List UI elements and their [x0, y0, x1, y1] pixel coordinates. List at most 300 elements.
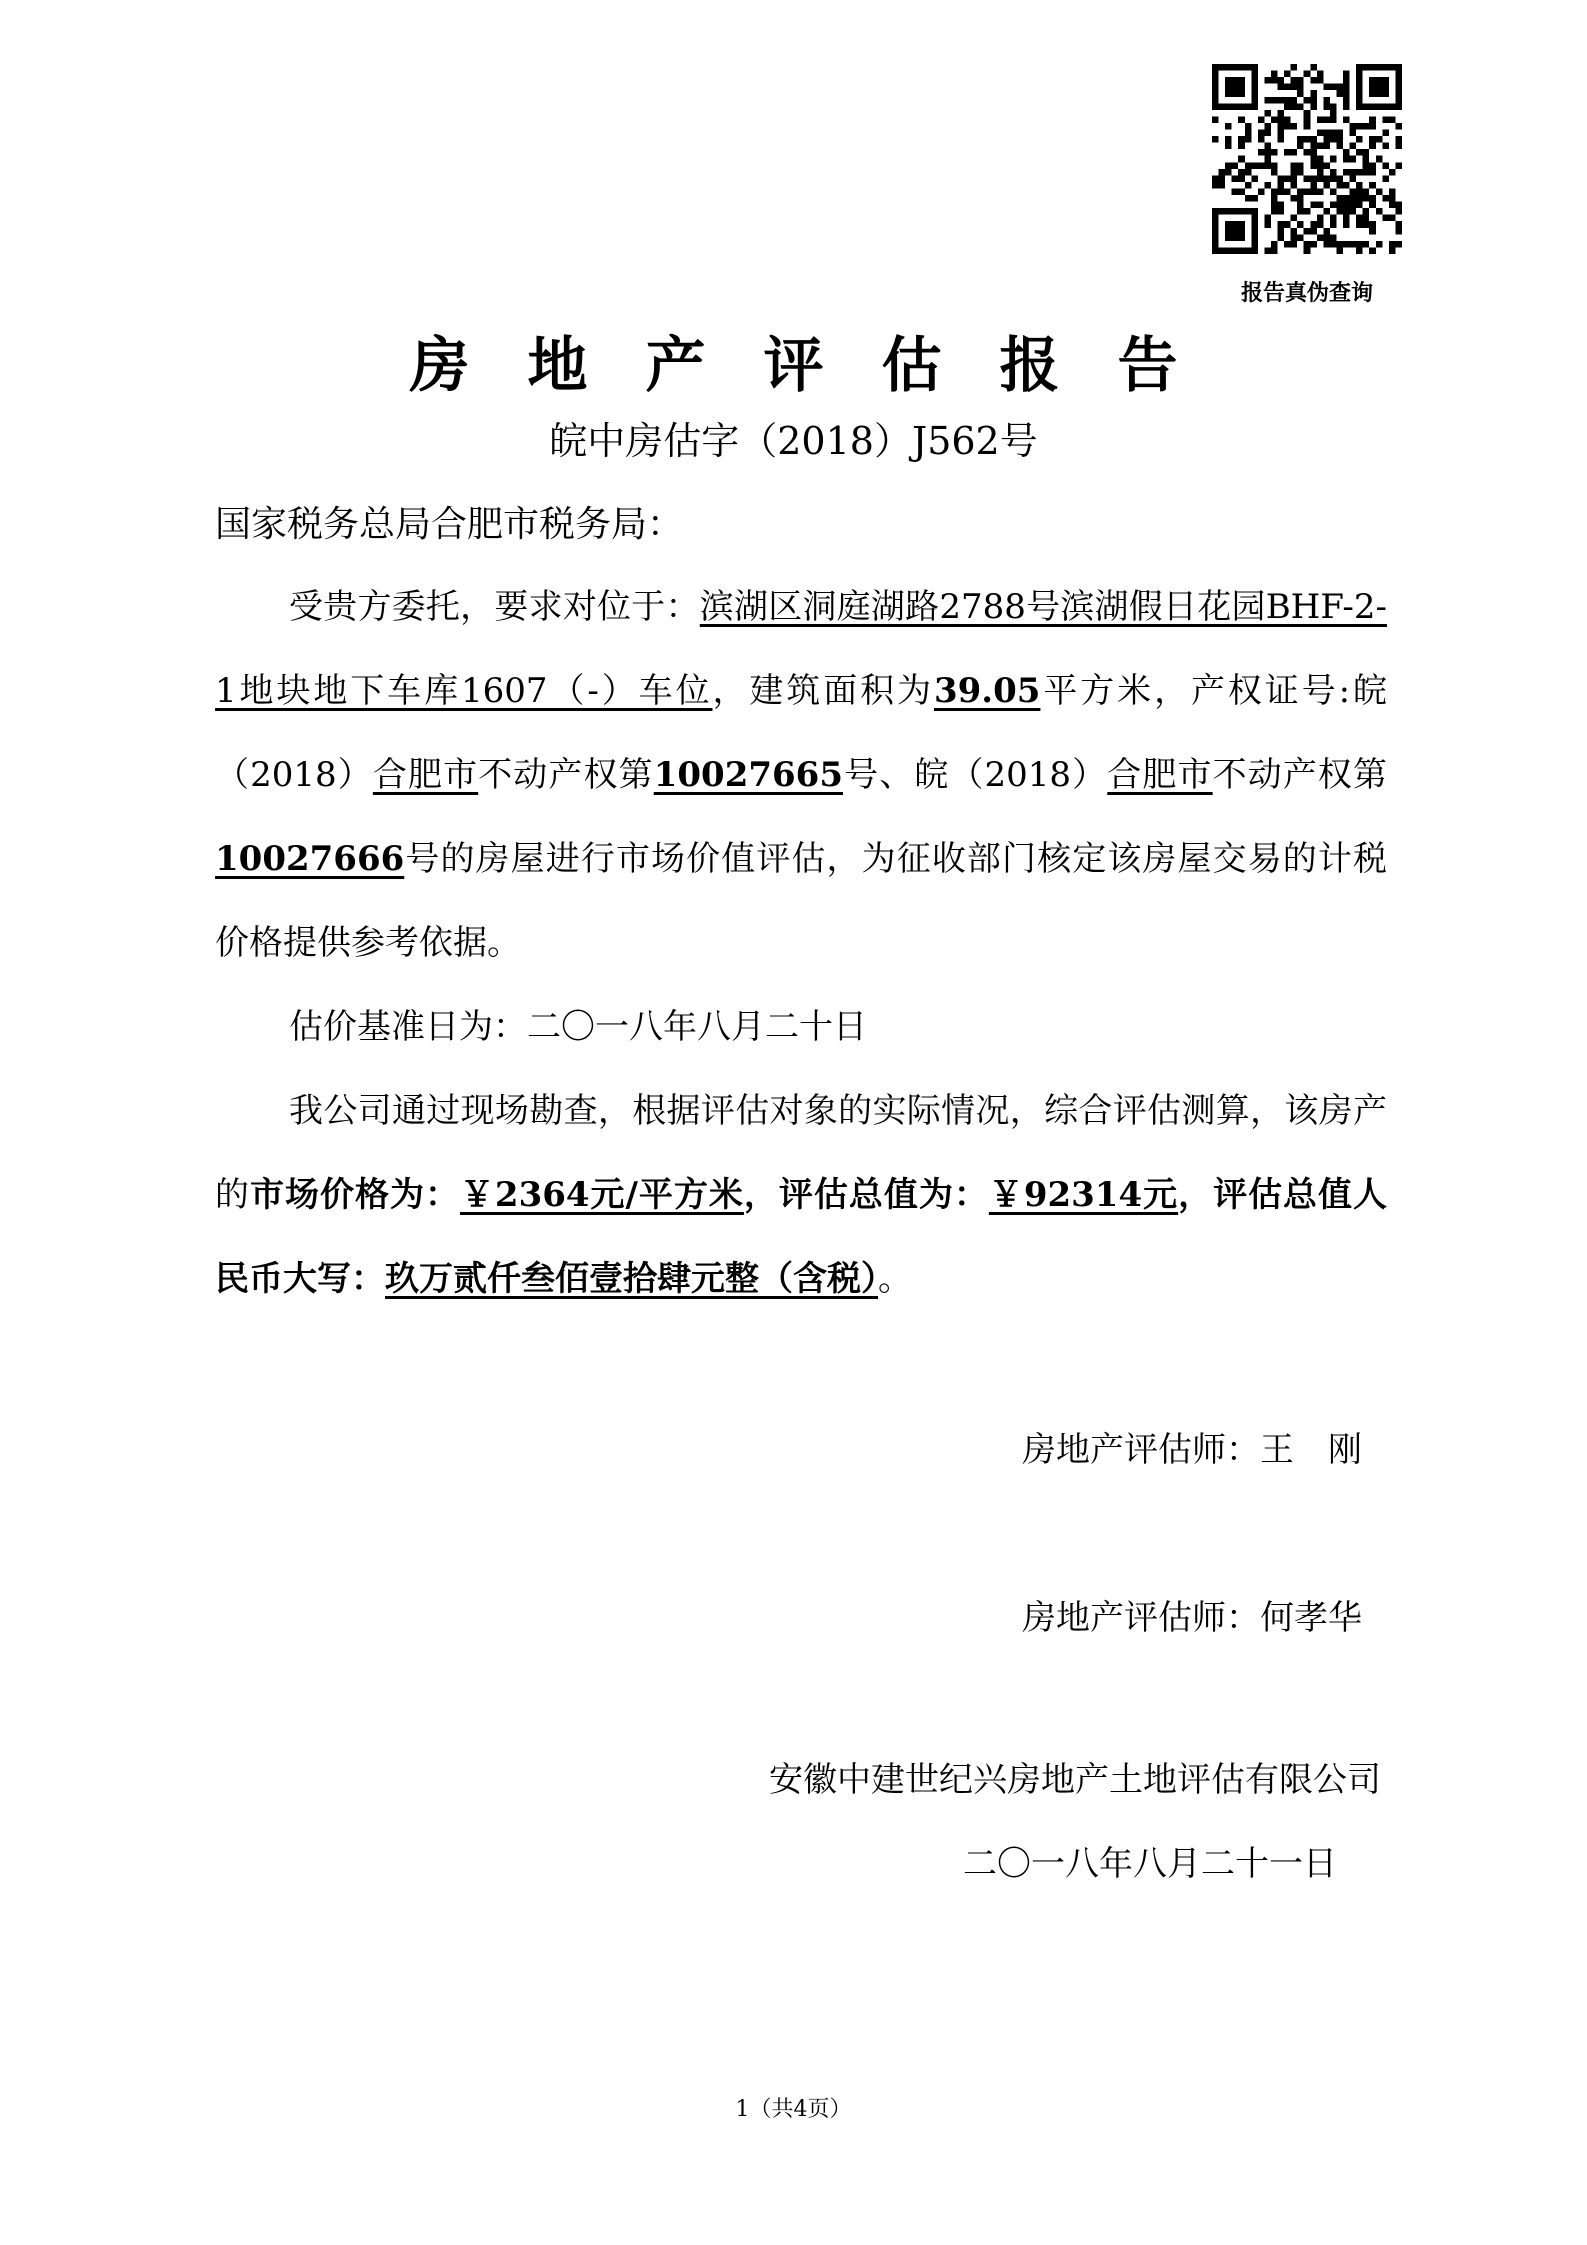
qr-module — [1317, 175, 1324, 182]
qr-module — [1258, 149, 1265, 156]
qr-module — [1245, 162, 1252, 169]
qr-module — [1238, 247, 1245, 254]
qr-module — [1264, 149, 1271, 156]
p3-end: 。 — [878, 1259, 912, 1299]
qr-module — [1297, 136, 1304, 143]
qr-module — [1232, 221, 1239, 228]
qr-module — [1271, 169, 1278, 176]
qr-module — [1238, 175, 1245, 182]
qr-module — [1245, 136, 1252, 143]
qr-module — [1369, 195, 1376, 202]
qr-module — [1343, 221, 1350, 228]
p1-cert-prefix-1: 不动产权第 — [478, 755, 654, 795]
p1-area-suffix: 平方米，产权证号:皖（2018） — [215, 671, 1387, 795]
qr-module — [1330, 241, 1337, 248]
qr-module — [1336, 175, 1343, 182]
qr-module — [1395, 123, 1402, 130]
qr-module — [1389, 188, 1396, 195]
qr-module — [1278, 116, 1285, 123]
qr-module — [1232, 84, 1239, 91]
qr-module — [1271, 247, 1278, 254]
qr-module — [1212, 221, 1219, 228]
city-1: 合肥市 — [372, 755, 479, 795]
qr-module — [1330, 221, 1337, 228]
qr-module — [1225, 77, 1232, 84]
city-2: 合肥市 — [1107, 755, 1213, 795]
qr-module — [1271, 195, 1278, 202]
qr-module — [1356, 77, 1363, 84]
qr-module — [1284, 71, 1291, 78]
qr-module — [1336, 195, 1343, 202]
qr-module — [1376, 208, 1383, 215]
qr-module — [1271, 188, 1278, 195]
qr-module — [1395, 208, 1402, 215]
qr-module — [1297, 234, 1304, 241]
qr-module — [1376, 136, 1383, 143]
qr-module — [1238, 84, 1245, 91]
qr-module — [1291, 162, 1298, 169]
qr-module — [1369, 202, 1376, 209]
qr-module — [1395, 162, 1402, 169]
qr-module — [1278, 182, 1285, 189]
qr-module — [1323, 103, 1330, 110]
qr-module — [1232, 77, 1239, 84]
qr-module — [1369, 169, 1376, 176]
qr-module — [1369, 228, 1376, 235]
qr-module — [1212, 234, 1219, 241]
qr-module — [1297, 202, 1304, 209]
qr-module — [1297, 169, 1304, 176]
qr-module — [1330, 130, 1337, 137]
qr-module — [1264, 247, 1271, 254]
qr-module — [1323, 241, 1330, 248]
qr-module — [1336, 136, 1343, 143]
qr-module — [1317, 162, 1324, 169]
qr-module — [1258, 162, 1265, 169]
qr-module — [1310, 64, 1317, 71]
qr-module — [1238, 208, 1245, 215]
qr-module — [1395, 241, 1402, 248]
qr-module — [1304, 188, 1311, 195]
market-price-label: 市场价格为： — [250, 1175, 460, 1215]
qr-module — [1336, 202, 1343, 209]
qr-module — [1389, 64, 1396, 71]
property-address: 滨湖区洞庭湖路2788号滨湖假日花园BHF-2-1地块地下车库1607（-）车位 — [215, 587, 1388, 711]
qr-module — [1343, 149, 1350, 156]
qr-module — [1251, 234, 1258, 241]
qr-module — [1356, 103, 1363, 110]
qr-module — [1264, 123, 1271, 130]
p3-prefix: 我公司通过现场勘查，根据评估对象的实际情况，综合评估测算，该房产的 — [215, 1091, 1387, 1215]
qr-module — [1297, 103, 1304, 110]
qr-module — [1291, 77, 1298, 84]
qr-module — [1310, 221, 1317, 228]
qr-module — [1363, 162, 1370, 169]
qr-module — [1330, 175, 1337, 182]
qr-module — [1232, 103, 1239, 110]
qr-module — [1395, 77, 1402, 84]
qr-module — [1376, 84, 1383, 91]
qr-module — [1225, 84, 1232, 91]
qr-module — [1232, 228, 1239, 235]
qr-module — [1304, 97, 1311, 104]
qr-module — [1264, 143, 1271, 150]
qr-module — [1271, 77, 1278, 84]
qr-module — [1310, 182, 1317, 189]
qr-module — [1219, 169, 1226, 176]
qr-module — [1284, 84, 1291, 91]
qr-module — [1297, 195, 1304, 202]
qr-module — [1389, 116, 1396, 123]
qr-module — [1310, 228, 1317, 235]
p1-suffix: 号的房屋进行市场价值评估，为征收部门核定该房屋交易的计税价格提供参考依据。 — [215, 839, 1387, 963]
qr-module — [1271, 202, 1278, 209]
qr-module — [1323, 116, 1330, 123]
qr-module — [1356, 123, 1363, 130]
qr-module — [1251, 215, 1258, 222]
qr-module — [1317, 215, 1324, 222]
qr-module — [1284, 123, 1291, 130]
qr-module — [1343, 156, 1350, 163]
qr-module — [1297, 162, 1304, 169]
qr-module — [1278, 84, 1285, 91]
qr-module — [1323, 136, 1330, 143]
qr-module — [1310, 136, 1317, 143]
qr-module — [1225, 234, 1232, 241]
qr-module — [1330, 234, 1337, 241]
qr-module — [1232, 208, 1239, 215]
qr-module — [1291, 182, 1298, 189]
qr-module — [1304, 71, 1311, 78]
qr-module — [1291, 234, 1298, 241]
total-words-label: ，评估总值人民币大写： — [215, 1175, 1388, 1299]
qr-module — [1382, 215, 1389, 222]
qr-module — [1258, 116, 1265, 123]
qr-module — [1291, 175, 1298, 182]
appraiser-2: 房地产评估师：何孝华 — [1022, 1598, 1362, 1638]
qr-module — [1304, 175, 1311, 182]
qr-module — [1317, 156, 1324, 163]
qr-module — [1212, 208, 1219, 215]
qr-module — [1251, 103, 1258, 110]
qr-module — [1356, 169, 1363, 176]
qr-module — [1323, 130, 1330, 137]
qr-module — [1245, 103, 1252, 110]
qr-module — [1284, 103, 1291, 110]
total-value-words: 玖万贰仟叁佰壹拾肆元整（含税） — [385, 1259, 878, 1299]
qr-module — [1278, 188, 1285, 195]
qr-module — [1245, 182, 1252, 189]
qr-module — [1323, 143, 1330, 150]
qr-module — [1278, 221, 1285, 228]
qr-module — [1291, 103, 1298, 110]
qr-module — [1317, 234, 1324, 241]
qr-module — [1232, 234, 1239, 241]
qr-module — [1376, 156, 1383, 163]
qr-module — [1336, 84, 1343, 91]
qr-module — [1291, 64, 1298, 71]
qr-module — [1369, 123, 1376, 130]
qr-module — [1297, 84, 1304, 91]
qr-module — [1395, 64, 1402, 71]
qr-module — [1343, 215, 1350, 222]
qr-module — [1363, 195, 1370, 202]
qr-module — [1330, 84, 1337, 91]
page-number: 1（共4页） — [735, 2097, 852, 2122]
qr-module — [1350, 143, 1357, 150]
qr-module — [1238, 188, 1245, 195]
qr-module — [1297, 208, 1304, 215]
qr-module — [1343, 77, 1350, 84]
qr-module — [1376, 90, 1383, 97]
qr-module — [1317, 143, 1324, 150]
qr-caption: 报告真伪查询 — [1240, 280, 1373, 306]
qr-module — [1251, 175, 1258, 182]
qr-module — [1278, 97, 1285, 104]
qr-module — [1212, 116, 1219, 123]
qr-module — [1304, 110, 1311, 117]
paragraph-entrustment — [215, 565, 1387, 985]
qr-module — [1212, 103, 1219, 110]
qr-module — [1212, 64, 1219, 71]
qr-module — [1356, 97, 1363, 104]
qr-module — [1271, 116, 1278, 123]
qr-module — [1264, 156, 1271, 163]
qr-module — [1395, 71, 1402, 78]
qr-module — [1251, 97, 1258, 104]
qr-module — [1363, 64, 1370, 71]
qr-module — [1310, 149, 1317, 156]
qr-module — [1395, 143, 1402, 150]
qr-module — [1232, 162, 1239, 169]
qr-module — [1310, 103, 1317, 110]
qr-module — [1278, 175, 1285, 182]
qr-module — [1363, 215, 1370, 222]
qr-module — [1323, 234, 1330, 241]
qr-module — [1278, 228, 1285, 235]
qr-module — [1212, 90, 1219, 97]
qr-module — [1330, 215, 1337, 222]
qr-module — [1369, 143, 1376, 150]
qr-module — [1356, 221, 1363, 228]
qr-module — [1395, 228, 1402, 235]
qr-module — [1225, 123, 1232, 130]
qr-module — [1264, 162, 1271, 169]
qr-module — [1264, 77, 1271, 84]
qr-module — [1297, 90, 1304, 97]
qr-module — [1389, 169, 1396, 176]
qr-module — [1323, 175, 1330, 182]
qr-module — [1356, 215, 1363, 222]
qr-module — [1389, 241, 1396, 248]
qr-module — [1395, 136, 1402, 143]
qr-module — [1323, 208, 1330, 215]
qr-module — [1251, 64, 1258, 71]
qr-module — [1336, 143, 1343, 150]
qr-module — [1350, 123, 1357, 130]
qr-module — [1310, 162, 1317, 169]
qr-module — [1291, 169, 1298, 176]
qr-module — [1238, 103, 1245, 110]
qr-module — [1376, 103, 1383, 110]
qr-module — [1343, 169, 1350, 176]
qr-module — [1225, 221, 1232, 228]
qr-module — [1363, 123, 1370, 130]
qr-module — [1336, 90, 1343, 97]
qr-module — [1284, 149, 1291, 156]
qr-module — [1323, 182, 1330, 189]
qr-module — [1304, 228, 1311, 235]
qr-module — [1310, 202, 1317, 209]
market-price: ￥2364元/平方米 — [459, 1175, 744, 1215]
qr-module — [1245, 130, 1252, 137]
qr-module — [1258, 188, 1265, 195]
qr-module — [1291, 123, 1298, 130]
qr-module — [1232, 175, 1239, 182]
qr-code-image — [1212, 64, 1402, 254]
total-value-label: ，评估总值为： — [743, 1175, 989, 1215]
qr-module — [1363, 221, 1370, 228]
qr-module — [1264, 215, 1271, 222]
qr-module — [1225, 208, 1232, 215]
qr-module — [1284, 188, 1291, 195]
qr-module — [1376, 64, 1383, 71]
qr-module — [1343, 97, 1350, 104]
qr-module — [1389, 195, 1396, 202]
qr-module — [1310, 156, 1317, 163]
qr-module — [1232, 90, 1239, 97]
qr-module — [1343, 241, 1350, 248]
qr-module — [1238, 136, 1245, 143]
qr-module — [1382, 175, 1389, 182]
qr-module — [1225, 169, 1232, 176]
qr-module — [1356, 195, 1363, 202]
qr-module — [1310, 188, 1317, 195]
qr-module — [1356, 90, 1363, 97]
qr-module — [1395, 103, 1402, 110]
qr-module — [1225, 143, 1232, 150]
qr-module — [1356, 71, 1363, 78]
qr-module — [1212, 175, 1219, 182]
qr-module — [1350, 188, 1357, 195]
qr-module — [1356, 202, 1363, 209]
qr-module — [1350, 195, 1357, 202]
qr-module — [1310, 97, 1317, 104]
qr-module — [1317, 77, 1324, 84]
qr-module — [1278, 208, 1285, 215]
qr-module — [1350, 156, 1357, 163]
qr-module — [1317, 221, 1324, 228]
qr-module — [1278, 110, 1285, 117]
qr-module — [1238, 169, 1245, 176]
qr-module — [1356, 182, 1363, 189]
qr-module — [1369, 136, 1376, 143]
qr-module — [1369, 84, 1376, 91]
qr-module — [1330, 202, 1337, 209]
qr-module — [1251, 247, 1258, 254]
qr-module — [1264, 182, 1271, 189]
qr-module — [1258, 130, 1265, 137]
qr-module — [1330, 156, 1337, 163]
qr-module — [1219, 64, 1226, 71]
qr-module — [1251, 195, 1258, 202]
qr-module — [1219, 182, 1226, 189]
qr-module — [1382, 130, 1389, 137]
qr-module — [1323, 97, 1330, 104]
qr-module — [1271, 149, 1278, 156]
qr-module — [1238, 116, 1245, 123]
qr-module — [1238, 77, 1245, 84]
qr-module — [1245, 64, 1252, 71]
qr-module — [1297, 221, 1304, 228]
qr-module — [1251, 90, 1258, 97]
qr-module — [1350, 169, 1357, 176]
qr-module — [1343, 71, 1350, 78]
qr-module — [1363, 188, 1370, 195]
qr-module — [1251, 77, 1258, 84]
qr-module — [1212, 228, 1219, 235]
qr-module — [1284, 97, 1291, 104]
qr-module — [1356, 84, 1363, 91]
qr-module — [1336, 182, 1343, 189]
qr-module — [1284, 221, 1291, 228]
qr-module — [1225, 162, 1232, 169]
qr-module — [1225, 90, 1232, 97]
total-value: ￥92314元 — [988, 1175, 1179, 1215]
qr-module — [1330, 116, 1337, 123]
qr-module — [1238, 143, 1245, 150]
qr-module — [1343, 116, 1350, 123]
qr-module — [1389, 202, 1396, 209]
document-number: 皖中房估字（2018）J562号 — [549, 419, 1038, 463]
qr-module — [1212, 215, 1219, 222]
p1-cert-prefix-2: 不动产权第 — [1212, 755, 1388, 795]
qr-module — [1212, 71, 1219, 78]
qr-module — [1238, 221, 1245, 228]
qr-module — [1356, 64, 1363, 71]
qr-module — [1317, 71, 1324, 78]
qr-module — [1278, 130, 1285, 137]
qr-module — [1376, 77, 1383, 84]
qr-module — [1336, 241, 1343, 248]
qr-module — [1251, 208, 1258, 215]
qr-module — [1376, 188, 1383, 195]
qr-module — [1369, 182, 1376, 189]
page-title: 房地产评估报告 — [409, 331, 1236, 401]
qr-module — [1350, 202, 1357, 209]
qr-module — [1317, 116, 1324, 123]
qr-module — [1219, 175, 1226, 182]
qr-module — [1212, 97, 1219, 104]
qr-module — [1382, 103, 1389, 110]
qr-module — [1245, 169, 1252, 176]
qr-module — [1382, 64, 1389, 71]
qr-module — [1323, 162, 1330, 169]
qr-module — [1363, 149, 1370, 156]
qr-module — [1369, 103, 1376, 110]
qr-module — [1297, 188, 1304, 195]
issue-date: 二〇一八年八月二十一日 — [963, 1844, 1337, 1884]
company-name: 安徽中建世纪兴房地产土地评估有限公司 — [769, 1760, 1381, 1800]
qr-module — [1225, 103, 1232, 110]
qr-module — [1330, 110, 1337, 117]
qr-module — [1225, 136, 1232, 143]
building-area: 39.05 — [933, 671, 1041, 711]
qr-module — [1212, 136, 1219, 143]
qr-module — [1310, 77, 1317, 84]
qr-module — [1304, 123, 1311, 130]
certificate-number-2: 10027666 — [215, 839, 405, 879]
